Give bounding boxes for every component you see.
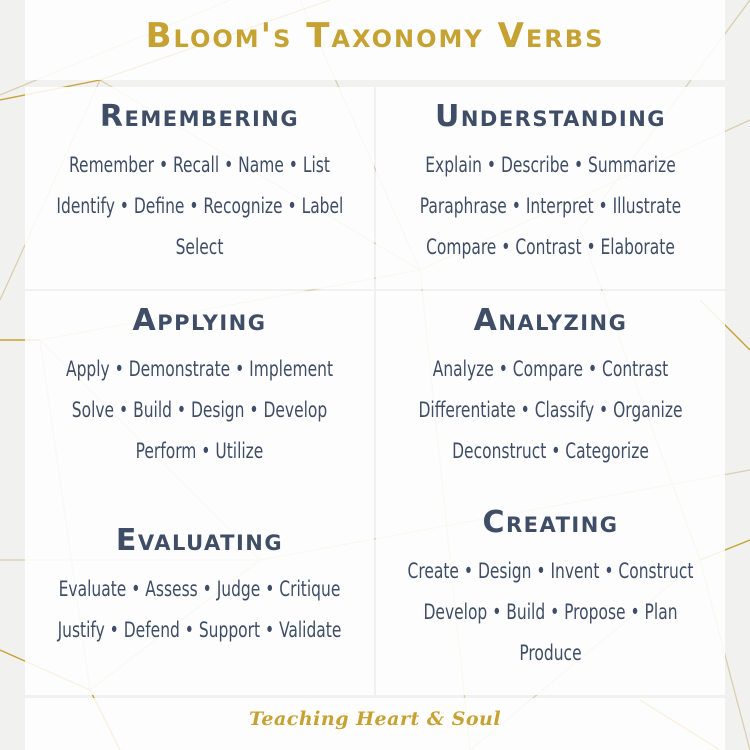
verb-line bbox=[407, 592, 693, 633]
verb: Utilize bbox=[215, 439, 264, 463]
bullet-separator: • bbox=[599, 398, 609, 422]
title-banner bbox=[25, 0, 725, 80]
bullet-separator: • bbox=[176, 398, 187, 422]
verb: Contrast bbox=[602, 357, 669, 381]
verb: Construct bbox=[618, 559, 694, 583]
verb: Build bbox=[133, 398, 172, 422]
verb-line bbox=[407, 349, 693, 390]
verb: Apply bbox=[65, 357, 110, 381]
verb: Plan bbox=[644, 600, 678, 624]
category-card-evaluating bbox=[25, 493, 374, 695]
category-card-creating bbox=[376, 493, 725, 695]
verb: Describe bbox=[500, 153, 570, 177]
category-card-applying bbox=[25, 291, 374, 493]
verb-line bbox=[407, 145, 693, 186]
bullet-separator: • bbox=[520, 398, 530, 422]
category-title: Evaluating bbox=[115, 523, 284, 558]
verb-line bbox=[56, 186, 342, 227]
verb: Categorize bbox=[565, 439, 649, 463]
verb: Elaborate bbox=[600, 235, 675, 259]
bullet-separator: • bbox=[587, 357, 598, 381]
verb: Remember bbox=[69, 153, 155, 177]
verb-line bbox=[56, 390, 342, 431]
bullet-separator: • bbox=[118, 398, 129, 422]
verb: Build bbox=[506, 600, 546, 624]
verb: List bbox=[302, 153, 330, 177]
bullet-separator: • bbox=[550, 600, 560, 624]
category-title: Analyzing bbox=[473, 303, 628, 338]
verb: Assess bbox=[145, 577, 198, 601]
verb: Recognize bbox=[203, 194, 283, 218]
footer-banner bbox=[25, 698, 725, 750]
brand-footer: Teaching Heart & Soul bbox=[248, 708, 502, 730]
bullet-separator: • bbox=[598, 194, 608, 218]
verb: Justify bbox=[57, 618, 105, 642]
category-card-analyzing bbox=[376, 291, 725, 493]
verb: Explain bbox=[425, 153, 482, 177]
bullet-separator: • bbox=[463, 559, 474, 583]
category-title: Applying bbox=[132, 303, 267, 338]
verb: Demonstrate bbox=[128, 357, 231, 381]
verb-line bbox=[56, 431, 342, 472]
bullet-separator: • bbox=[511, 194, 521, 218]
bullet-separator: • bbox=[498, 357, 508, 381]
verb: Propose bbox=[564, 600, 626, 624]
category-title: Remembering bbox=[99, 99, 300, 134]
verb: Develop bbox=[263, 398, 328, 422]
verb-line bbox=[407, 633, 693, 674]
verb: Illustrate bbox=[612, 194, 682, 218]
bullet-separator: • bbox=[630, 600, 640, 624]
bullet-separator: • bbox=[224, 153, 234, 177]
bullet-separator: • bbox=[492, 600, 502, 624]
verb: Deconstruct bbox=[452, 439, 547, 463]
verb: Critique bbox=[279, 577, 341, 601]
verb: Label bbox=[301, 194, 344, 218]
verb: Paraphrase bbox=[419, 194, 507, 218]
verb: Classify bbox=[534, 398, 595, 422]
bullet-separator: • bbox=[501, 235, 511, 259]
verb: Solve bbox=[71, 398, 115, 422]
verb-line bbox=[407, 551, 693, 592]
verb: Develop bbox=[423, 600, 488, 624]
bullet-separator: • bbox=[551, 439, 561, 463]
verb: Compare bbox=[512, 357, 584, 381]
verb: Create bbox=[407, 559, 459, 583]
verb: Recall bbox=[173, 153, 220, 177]
verb: Analyze bbox=[432, 357, 494, 381]
bullet-separator: • bbox=[536, 559, 546, 583]
bullet-separator: • bbox=[184, 618, 194, 642]
category-card-remembering bbox=[25, 87, 374, 289]
verb: Defend bbox=[123, 618, 180, 642]
verb: Implement bbox=[249, 357, 334, 381]
verb: Design bbox=[190, 398, 245, 422]
verb: Select bbox=[175, 235, 224, 259]
verb: Interpret bbox=[525, 194, 594, 218]
bullet-separator: • bbox=[265, 618, 275, 642]
verb-line bbox=[407, 431, 693, 472]
verb-line bbox=[407, 390, 693, 431]
bullet-separator: • bbox=[119, 194, 129, 218]
verb: Summarize bbox=[588, 153, 676, 177]
verb-line bbox=[56, 349, 342, 390]
verb: Invent bbox=[550, 559, 600, 583]
category-title: Understanding bbox=[434, 99, 667, 134]
verb: Organize bbox=[613, 398, 683, 422]
bullet-separator: • bbox=[586, 235, 596, 259]
verb: Identify bbox=[56, 194, 115, 218]
bullet-separator: • bbox=[287, 194, 297, 218]
verb: Validate bbox=[279, 618, 342, 642]
verb: Name bbox=[238, 153, 284, 177]
bullet-separator: • bbox=[249, 398, 259, 422]
bullet-separator: • bbox=[265, 577, 275, 601]
verb-line bbox=[407, 227, 693, 268]
page-title: Bloom's Taxonomy Verbs bbox=[145, 16, 605, 56]
bullet-separator: • bbox=[288, 153, 298, 177]
verb-line bbox=[56, 145, 342, 186]
verb: Contrast bbox=[515, 235, 582, 259]
bullet-separator: • bbox=[189, 194, 199, 218]
bullet-separator: • bbox=[235, 357, 245, 381]
verb: Perform bbox=[135, 439, 197, 463]
bullet-separator: • bbox=[131, 577, 141, 601]
bullet-separator: • bbox=[486, 153, 497, 177]
verb: Design bbox=[477, 559, 532, 583]
category-card-understanding bbox=[376, 87, 725, 289]
bullet-separator: • bbox=[202, 577, 212, 601]
verb: Produce bbox=[519, 641, 582, 665]
verb: Evaluate bbox=[58, 577, 127, 601]
verb: Define bbox=[133, 194, 185, 218]
verb-line bbox=[407, 186, 693, 227]
verb: Compare bbox=[426, 235, 497, 259]
bullet-separator: • bbox=[158, 153, 169, 177]
bullet-separator: • bbox=[573, 153, 584, 177]
bullet-separator: • bbox=[114, 357, 124, 381]
verb: Support bbox=[198, 618, 261, 642]
bullet-separator: • bbox=[604, 559, 614, 583]
verb: Differentiate bbox=[418, 398, 516, 422]
verb: Judge bbox=[216, 577, 261, 601]
bullet-separator: • bbox=[109, 618, 119, 642]
verb-line bbox=[56, 610, 342, 651]
bullet-separator: • bbox=[201, 439, 211, 463]
category-title: Creating bbox=[482, 505, 619, 540]
verb-line bbox=[56, 227, 342, 268]
verb-line bbox=[56, 569, 342, 610]
